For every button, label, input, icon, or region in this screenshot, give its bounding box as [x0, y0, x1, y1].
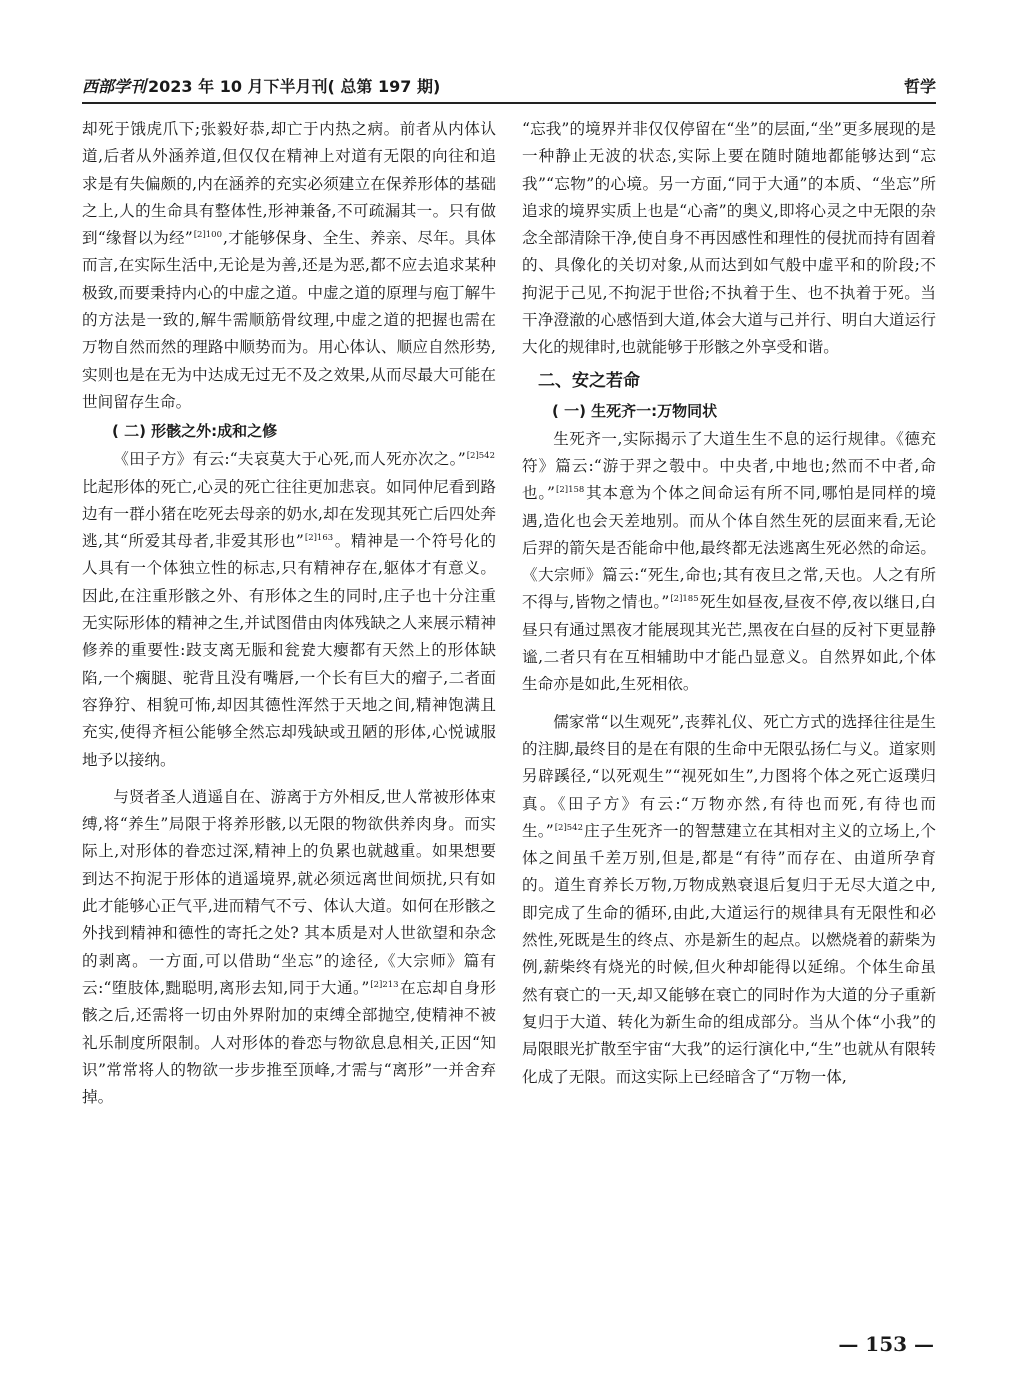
journal-issue: 2023 年 10 月下半月刊( 总第 197 期)	[148, 77, 441, 96]
paragraph	[82, 116, 496, 416]
citation: [2]100	[193, 230, 222, 241]
text-run: 儒家常“以生观死”,丧葬礼仪、死亡方式的选择往往是生的注脚,最终目的是在有限的生命中无限弘扬仁与义。道家则另辟蹊径,“以死观生”“视死如生”,力图将个体之死亡返璞归真。《田子方》有云:“万物亦然,有待也而死,有待也而生。”	[522, 712, 936, 840]
subsection-heading: ( 二) 形骸之外:成和之修	[112, 422, 278, 441]
left-column	[82, 116, 496, 1111]
citation: [2]542	[554, 822, 583, 833]
subsection-heading: ( 一) 生死齐一:万物同状	[552, 401, 718, 420]
right-column	[522, 116, 936, 1091]
paragraph	[522, 709, 936, 1091]
text-run: 。精神是一个符号化的人具有一个体独立性的标志,只有精神存在,躯体才有意义。因此,在注重形骸之外、有形体之生的同时,庄子也十分注重无实际形体的精神之生,并试图借由肉体残缺之人来展示精神修养的重要性:跂支离无脤和瓮㼜大瘿都有天然上的形体缺陷,一个瘸腿、驼背且没有嘴唇,一个长有巨大的瘤子,二者面容狰狞、相貌可怖,却因其德性浑然于天地之间,精神饱满且充实,使得齐桓公能够全然忘却残缺或丑陋的形体,心悦诚服地予以接纳。	[82, 532, 496, 769]
citation: [2]163	[304, 533, 334, 544]
text-run: 与贤者圣人逍遥自在、游离于方外相反,世人常被形体束缚,将“养生”局限于将养形骸,以无限的物欲供养肉身。而实际上,对形体的眷恋过深,精神上的负累也就越重。如果想要到达不拘泥于形体的逍遥境界,就必须远离世间烦扰,只有如此才能够心正气平,进而精气不亏、体认大道。如何在形骸之外找到精神和德性的寄托之处? 其本质是对人世欲望和杂念的剥离。一方面,可以借助“坐忘”的途径,《大宗师》篇有云:“堕肢体,黜聪明,离形去知,同于大通。”	[82, 787, 496, 997]
page-header	[82, 68, 936, 104]
paragraph	[522, 426, 936, 699]
section-label: 哲学	[903, 77, 936, 96]
journal-title	[82, 74, 440, 97]
text-run: 庄子生死齐一的智慧建立在其相对主义的立场上,个体之间虽千差万别,但是,都是“有待”而存在、由道所孕育的。道生育养长万物,万物成熟衰退后复归于无尽大道之中,即完成了生命的循环,由此,大道运行的规律具有无限性和必然性,死既是生的终点、亦是新生的起点。以燃烧着的薪柴为例,薪柴终有烧光的时候,但火种却能得以延绵。个体生命虽然有衰亡的一天,却又能够在衰亡的同时作为大道的分子重新复归于大道、转化为新生命的组成部分。当从个体“小我”的局限眼光扩散至宇宙“大我”的运行演化中,“生”也就从有限转化成了无限。而这实际上已经暗含了“万物一体,	[522, 821, 936, 1086]
paragraph: “忘我”的境界并非仅仅停留在“坐”的层面,“坐”更多展现的是一种静止无波的状态,实际上要在随时随地都能够达到“忘我”“忘物”的心境。另一方面,“同于大通”的本质、“坐忘”所追求的境界实质上也是“心斋”的奥义,即将心灵之中无限的杂念全部清除干净,使自身不再因感性和理性的侵扰而持有固着的、具像化的关切对象,从而达到如气般中虚平和的阶段;不拘泥于己见,不拘泥于世俗;不执着于生、也不执着于死。当干净澄澈的心感悟到大道,体会大道与己并行、明白大道运行大化的规律时,也就能够于形骸之外享受和谐。	[522, 120, 936, 357]
citation: [2]542	[466, 451, 495, 462]
text-run: 在忘却自身形骸之后,还需将一切由外界附加的束缚全部抛空,使精神不被礼乐制度所限制。人对形体的眷恋与物欲息息相关,正因“知识”常常将人的物欲一步步推至顶峰,才需与“离形”一并舍弃掉。	[82, 978, 496, 1107]
text-run: 死生如昼夜,昼夜不停,夜以继日,白昼只有通过黑夜才能展现其光芒,黑夜在白昼的反衬下更显静谧,二者只有在互相辅助中才能凸显意义。自然界如此,个体生命亦是如此,生死相依。	[522, 593, 936, 694]
text-run: 生死齐一,实际揭示了大道生生不息的运行规律。《德充符》篇云:“游于羿之彀中。中央者,中地也;然而不中者,命也。”	[522, 429, 936, 503]
citation: [2]213	[370, 979, 399, 990]
text-run: ,才能够保身、全生、养亲、尽年。具体而言,在实际生活中,无论是为善,还是为恶,都不应去追求某种极致,而要秉持内心的中虚之道。中虚之道的原理与庖丁解牛的方法是一致的,解牛需顺筋骨纹理,中虚之道的把握也需在万物自然而然的理路中顺势而为。用心体认、顺应自然形势,实则也是在无为中达成无过无不及之效果,从而尽最大可能在世间留存生命。	[82, 229, 496, 411]
paragraph	[82, 784, 496, 1112]
paragraph	[82, 446, 496, 774]
text-run: 《田子方》有云:“夫哀莫大于心死,而人死亦次之。”	[113, 450, 466, 469]
journal-brand: 西部学刊	[82, 77, 147, 96]
citation: [2]158	[556, 485, 585, 496]
text-run: 比起形体的死亡,心灵的死亡往往更加悲哀。如同仲尼看到路边有一群小猪在吃死去母亲的奶水,却在发现其死亡后四处奔逃,其“所爱其母者,非爱其形也”	[82, 477, 496, 551]
section-heading: 二、安之若命	[538, 370, 640, 391]
text-run: 却死于饿虎爪下;张毅好恭,却亡于内热之病。前者从内体认道,后者从外涵养道,但仅仅在精神上对道有无限的向往和追求是有失偏颇的,内在涵养的充实必须建立在保养形体的基础之上,人的生命具有整体性,形神兼备,不可疏漏其一。只有做到“缘督以为经”	[82, 120, 496, 248]
text-run: 其本意为个体之间命运有所不同,哪怕是同样的境遇,造化也会天差地别。而从个体自然生死的层面来看,无论后羿的箭矢是否能命中他,最终都无法逃离生死必然的命运。《大宗师》篇云:“死生,命也;其有夜旦之常,天也。人之有所不得与,皆物之情也。”	[522, 484, 936, 612]
citation: [2]185	[670, 594, 699, 605]
page-number: — 153 —	[838, 1332, 934, 1356]
